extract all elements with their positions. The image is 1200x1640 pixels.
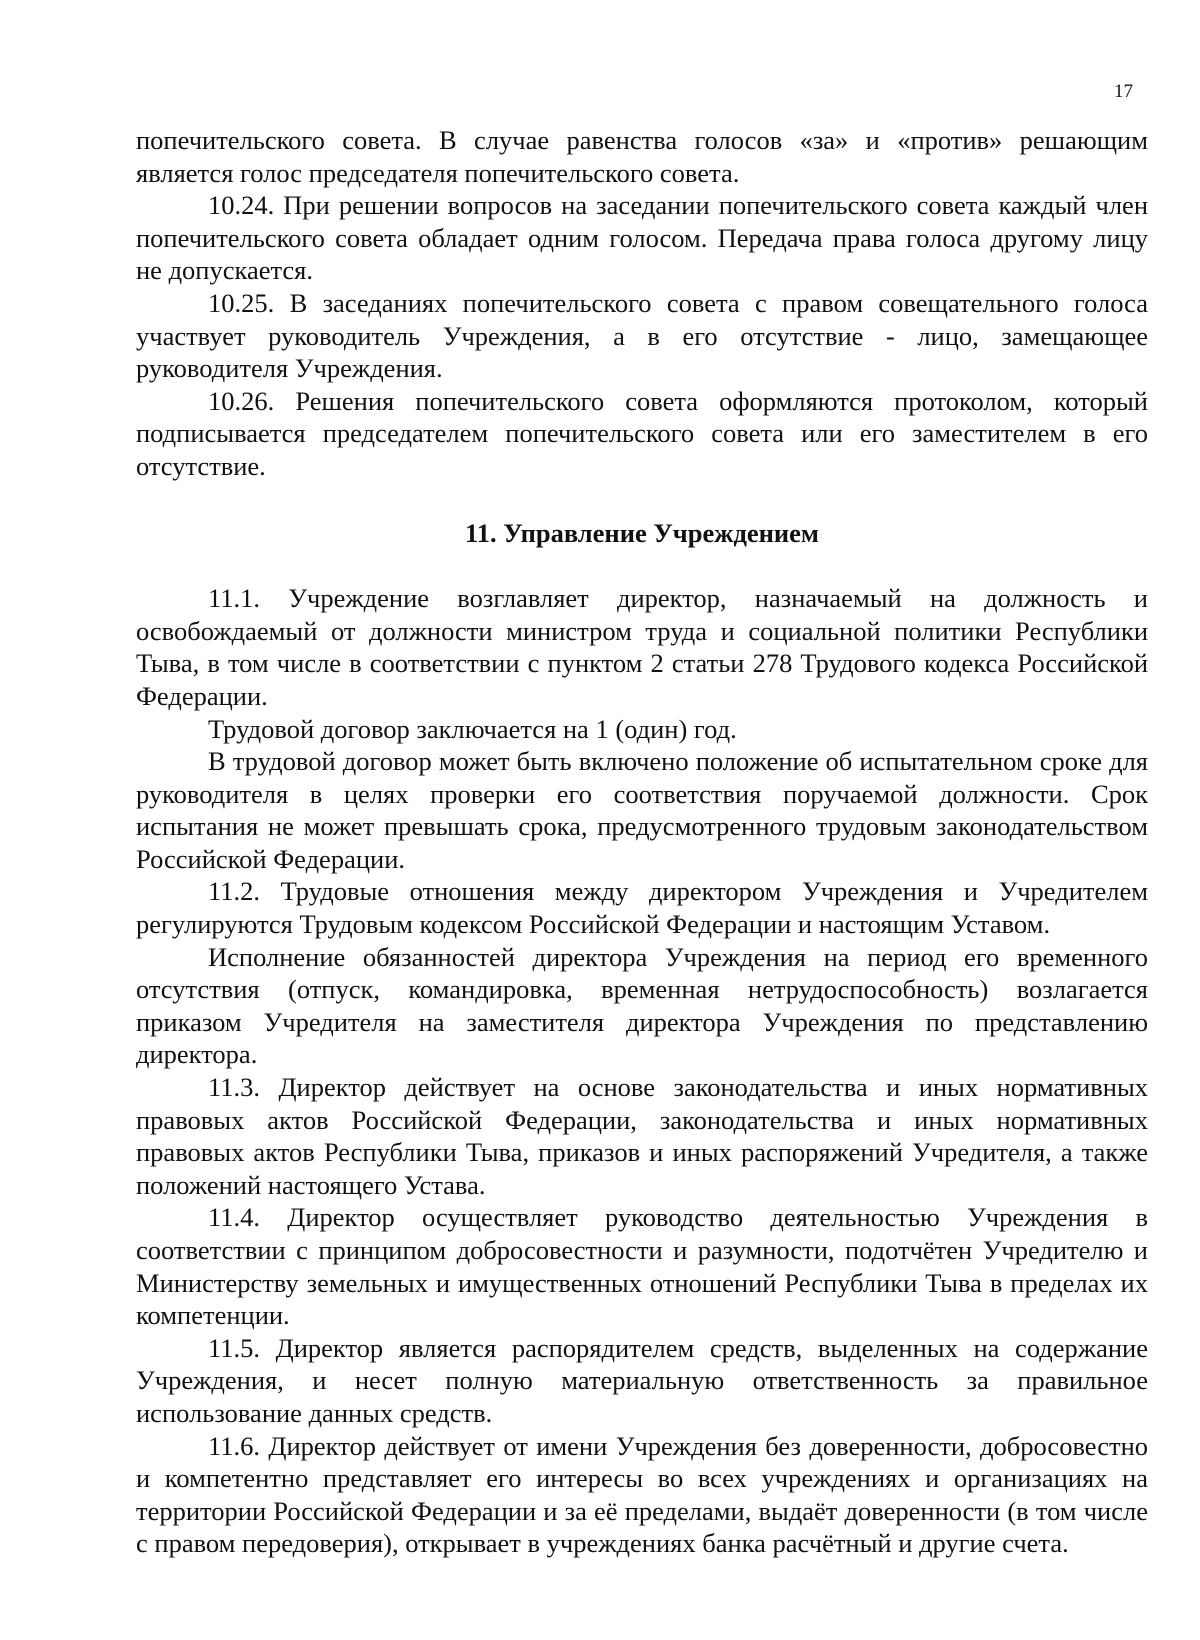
paragraph-probation: В трудовой договор может быть включено положение об испытательном сроке для руководителя в целях проверки его соответствия поручаемой должности. Срок испытания не может превышать срока, предусмотренного трудовым законодательством Российской Федерации. <box>136 746 1148 874</box>
paragraph-11-1: 11.1. Учреждение возглавляет директор, назначаемый на должность и освобождаемый от должности министром труда и социальной политики Республики Тыва, в том числе в соответствии с пунктом 2 статьи 278 Трудового кодекса Российской Федерации. <box>136 583 1148 711</box>
paragraph-11-5: 11.5. Директор является распорядителем средств, выделенных на содержание Учреждения, и несет полную материальную ответственность за правильное использование данных средств. <box>136 1332 1148 1428</box>
paragraph-10-25: 10.25. В заседаниях попечительского совета с правом совещательного голоса участвует руководитель Учреждения, а в его отсутствие - лицо, замещающее руководителя Учреждения. <box>136 287 1148 384</box>
paragraph-11-4: 11.4. Директор осуществляет руководство деятельностью Учреждения в соответствии с принципом добросовестности и разумности, подотчётен Учредителю и Министерству земельных и имущественных отношений Республики Тыва в пределах их компетенции. <box>136 1202 1148 1331</box>
paragraph-11-2: 11.2. Трудовые отношения между директором Учреждения и Учредителем регулируются Трудовым кодексом Российской Федерации и настоящим Уставом. <box>136 876 1148 940</box>
document-body <box>136 124 1148 1560</box>
paragraph-10-23-continuation: попечительского совета. В случае равенства голосов «за» и «против» решающим является голос председателя попечительского совета. <box>136 125 1148 188</box>
paragraph-11-6: 11.6. Директор действует от имени Учреждения без доверенности, добросовестно и компетентно представляет его интересы во всех учреждениях и организациях на территории Российской Федерации и за её пределами, выдаёт доверенности (в том числе с правом передоверия), открывает в учреждениях банка расчётный и другие счета. <box>136 1430 1148 1559</box>
paragraph-10-26: 10.26. Решения попечительского совета оформляются протоколом, который подписывается председателем попечительского совета или его заместителем в его отсутствие. <box>136 385 1148 481</box>
paragraph-contract-term: Трудовой договор заключается на 1 (один) год. <box>208 713 737 744</box>
paragraph-11-3: 11.3. Директор действует на основе законодательства и иных нормативных правовых актов Российской Федерации, законодательства и иных нормативных правовых актов Республики Тыва, приказов и иных распоряжений Учредителя, а также положений настоящего Устава. <box>136 1072 1148 1200</box>
paragraph-acting-director: Исполнение обязанностей директора Учреждения на период его временного отсутствия (отпуск, командировка, временная нетрудоспособность) возлагается приказом Учредителя на заместителя директора Учреждения по представлению директора. <box>136 941 1148 1070</box>
page-number: 17 <box>1114 81 1133 102</box>
section-heading: 11. Управление Учреждением <box>465 517 819 548</box>
paragraph-10-24: 10.24. При решении вопросов на заседании попечительского совета каждый член попечительского совета обладает одним голосом. Передача права голоса другому лицу не допускается. <box>136 190 1148 286</box>
